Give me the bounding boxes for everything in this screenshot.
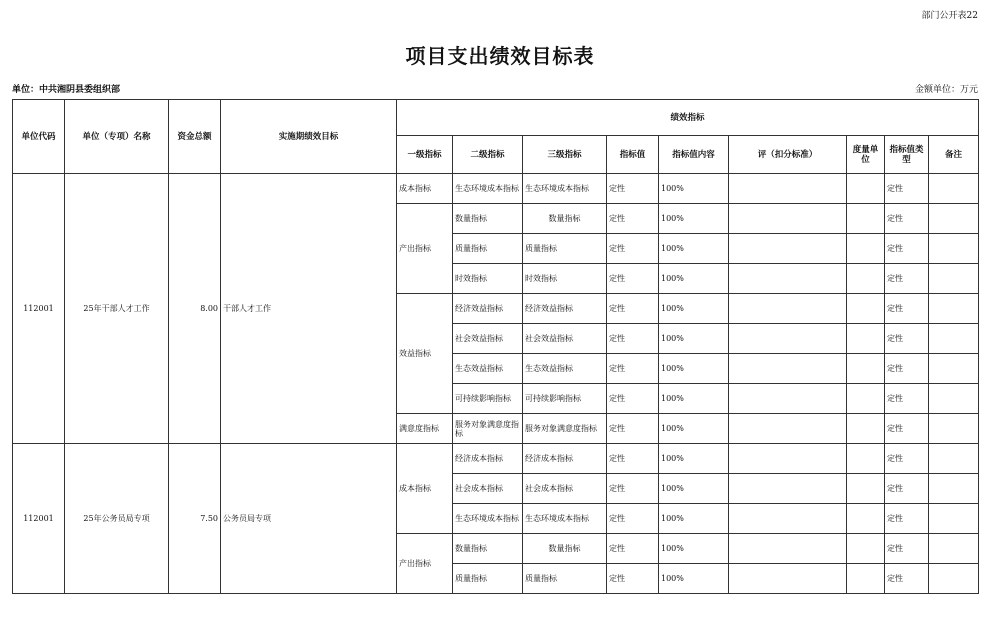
cell-measure-unit <box>847 414 885 444</box>
cell-remark <box>929 324 979 354</box>
cell-value-type: 定性 <box>885 564 929 594</box>
header-eval: 评（扣分标准） <box>729 136 847 174</box>
cell-level3: 可持续影响指标 <box>523 384 607 414</box>
cell-measure-unit <box>847 444 885 474</box>
cell-level3: 社会成本指标 <box>523 474 607 504</box>
cell-eval <box>729 414 847 444</box>
cell-level2: 经济成本指标 <box>453 444 523 474</box>
cell-eval <box>729 564 847 594</box>
cell-unit-code: 112001 <box>13 174 65 444</box>
cell-value: 定性 <box>607 264 659 294</box>
cell-value: 定性 <box>607 534 659 564</box>
cell-remark <box>929 384 979 414</box>
cell-measure-unit <box>847 294 885 324</box>
cell-level1: 产出指标 <box>397 534 453 594</box>
cell-eval <box>729 354 847 384</box>
cell-content: 100% <box>659 234 729 264</box>
cell-level3: 数量指标 <box>523 204 607 234</box>
header-unit-name: 单位（专项）名称 <box>65 100 169 174</box>
cell-level3: 服务对象满意度指标 <box>523 414 607 444</box>
cell-content: 100% <box>659 534 729 564</box>
header-level2: 二级指标 <box>453 136 523 174</box>
cell-eval <box>729 474 847 504</box>
cell-level2: 生态环境成本指标 <box>453 174 523 204</box>
cell-value-type: 定性 <box>885 444 929 474</box>
cell-level1: 成本指标 <box>397 444 453 534</box>
cell-value: 定性 <box>607 384 659 414</box>
cell-level1: 成本指标 <box>397 174 453 204</box>
cell-level2: 经济效益指标 <box>453 294 523 324</box>
header-period-goal: 实施期绩效目标 <box>221 100 397 174</box>
cell-value-type: 定性 <box>885 384 929 414</box>
header-content: 指标值内容 <box>659 136 729 174</box>
header-value-type: 指标值类型 <box>885 136 929 174</box>
unit-label: 单位：中共湘阴县委组织部 <box>12 85 121 95</box>
cell-period-goal: 干部人才工作 <box>221 174 397 444</box>
cell-level2: 服务对象满意度指标 <box>453 414 523 444</box>
cell-value-type: 定性 <box>885 534 929 564</box>
cell-content: 100% <box>659 294 729 324</box>
cell-level3: 生态环境成本指标 <box>523 504 607 534</box>
cell-measure-unit <box>847 534 885 564</box>
cell-remark <box>929 444 979 474</box>
cell-value: 定性 <box>607 414 659 444</box>
cell-value-type: 定性 <box>885 324 929 354</box>
cell-value: 定性 <box>607 354 659 384</box>
header-measure-unit: 度量单位 <box>847 136 885 174</box>
cell-measure-unit <box>847 264 885 294</box>
cell-value-type: 定性 <box>885 354 929 384</box>
cell-measure-unit <box>847 474 885 504</box>
cell-level3: 时效指标 <box>523 264 607 294</box>
cell-remark <box>929 354 979 384</box>
cell-level3: 社会效益指标 <box>523 324 607 354</box>
cell-measure-unit <box>847 384 885 414</box>
header-level3: 三级指标 <box>523 136 607 174</box>
cell-period-goal: 公务员局专项 <box>221 444 397 594</box>
cell-measure-unit <box>847 324 885 354</box>
cell-eval <box>729 174 847 204</box>
cell-content: 100% <box>659 414 729 444</box>
cell-value-type: 定性 <box>885 264 929 294</box>
cell-measure-unit <box>847 354 885 384</box>
cell-eval <box>729 324 847 354</box>
cell-amount: 7.50 <box>169 444 221 594</box>
cell-value-type: 定性 <box>885 234 929 264</box>
cell-content: 100% <box>659 204 729 234</box>
cell-level3: 质量指标 <box>523 234 607 264</box>
header-performance: 绩效指标 <box>397 100 979 136</box>
cell-level2: 质量指标 <box>453 564 523 594</box>
cell-level3: 经济成本指标 <box>523 444 607 474</box>
cell-measure-unit <box>847 564 885 594</box>
header-value: 指标值 <box>607 136 659 174</box>
cell-value-type: 定性 <box>885 474 929 504</box>
cell-remark <box>929 234 979 264</box>
cell-measure-unit <box>847 504 885 534</box>
amount-unit: 金额单位：万元 <box>914 85 978 95</box>
cell-level2: 可持续影响指标 <box>453 384 523 414</box>
cell-level2: 数量指标 <box>453 534 523 564</box>
cell-value: 定性 <box>607 234 659 264</box>
cell-eval <box>729 264 847 294</box>
cell-level2: 数量指标 <box>453 204 523 234</box>
cell-level2: 社会成本指标 <box>453 474 523 504</box>
cell-remark <box>929 564 979 594</box>
header-level1: 一级指标 <box>397 136 453 174</box>
cell-remark <box>929 264 979 294</box>
cell-value: 定性 <box>607 504 659 534</box>
cell-value: 定性 <box>607 474 659 504</box>
cell-level2: 质量指标 <box>453 234 523 264</box>
cell-eval <box>729 204 847 234</box>
cell-measure-unit <box>847 204 885 234</box>
performance-table <box>12 99 979 594</box>
cell-eval <box>729 294 847 324</box>
cell-remark <box>929 174 979 204</box>
cell-remark <box>929 414 979 444</box>
cell-value: 定性 <box>607 174 659 204</box>
cell-level2: 社会效益指标 <box>453 324 523 354</box>
cell-content: 100% <box>659 564 729 594</box>
header-total-funds: 资金总额 <box>169 100 221 174</box>
cell-eval <box>729 234 847 264</box>
cell-remark <box>929 534 979 564</box>
cell-level1: 满意度指标 <box>397 414 453 444</box>
cell-value-type: 定性 <box>885 174 929 204</box>
cell-unit-code: 112001 <box>13 444 65 594</box>
cell-level2: 生态环境成本指标 <box>453 504 523 534</box>
cell-value-type: 定性 <box>885 414 929 444</box>
page-title: 项目支出绩效目标表 <box>405 44 595 68</box>
cell-measure-unit <box>847 174 885 204</box>
cell-remark <box>929 504 979 534</box>
cell-level3: 生态环境成本指标 <box>523 174 607 204</box>
cell-value-type: 定性 <box>885 204 929 234</box>
cell-value: 定性 <box>607 324 659 354</box>
cell-level3: 经济效益指标 <box>523 294 607 324</box>
cell-eval <box>729 384 847 414</box>
cell-remark <box>929 474 979 504</box>
cell-value: 定性 <box>607 564 659 594</box>
cell-eval <box>729 534 847 564</box>
cell-level2: 生态效益指标 <box>453 354 523 384</box>
cell-level3: 质量指标 <box>523 564 607 594</box>
cell-level2: 时效指标 <box>453 264 523 294</box>
header-unit-code: 单位代码 <box>13 100 65 174</box>
cell-content: 100% <box>659 174 729 204</box>
cell-unit-name: 25年干部人才工作 <box>65 174 169 444</box>
cell-value: 定性 <box>607 294 659 324</box>
cell-content: 100% <box>659 504 729 534</box>
cell-eval <box>729 504 847 534</box>
cell-measure-unit <box>847 234 885 264</box>
cell-content: 100% <box>659 474 729 504</box>
cell-eval <box>729 444 847 474</box>
cell-value-type: 定性 <box>885 504 929 534</box>
cell-value-type: 定性 <box>885 294 929 324</box>
cell-level3: 数量指标 <box>523 534 607 564</box>
cell-remark <box>929 294 979 324</box>
page-label: 部门公开表22 <box>921 11 978 21</box>
cell-content: 100% <box>659 354 729 384</box>
cell-unit-name: 25年公务员局专项 <box>65 444 169 594</box>
cell-level1: 产出指标 <box>397 204 453 294</box>
cell-value: 定性 <box>607 204 659 234</box>
cell-level3: 生态效益指标 <box>523 354 607 384</box>
cell-content: 100% <box>659 444 729 474</box>
cell-amount: 8.00 <box>169 174 221 444</box>
cell-value: 定性 <box>607 444 659 474</box>
cell-content: 100% <box>659 384 729 414</box>
cell-content: 100% <box>659 264 729 294</box>
cell-content: 100% <box>659 324 729 354</box>
header-remark: 备注 <box>929 136 979 174</box>
cell-level1: 效益指标 <box>397 294 453 414</box>
cell-remark <box>929 204 979 234</box>
